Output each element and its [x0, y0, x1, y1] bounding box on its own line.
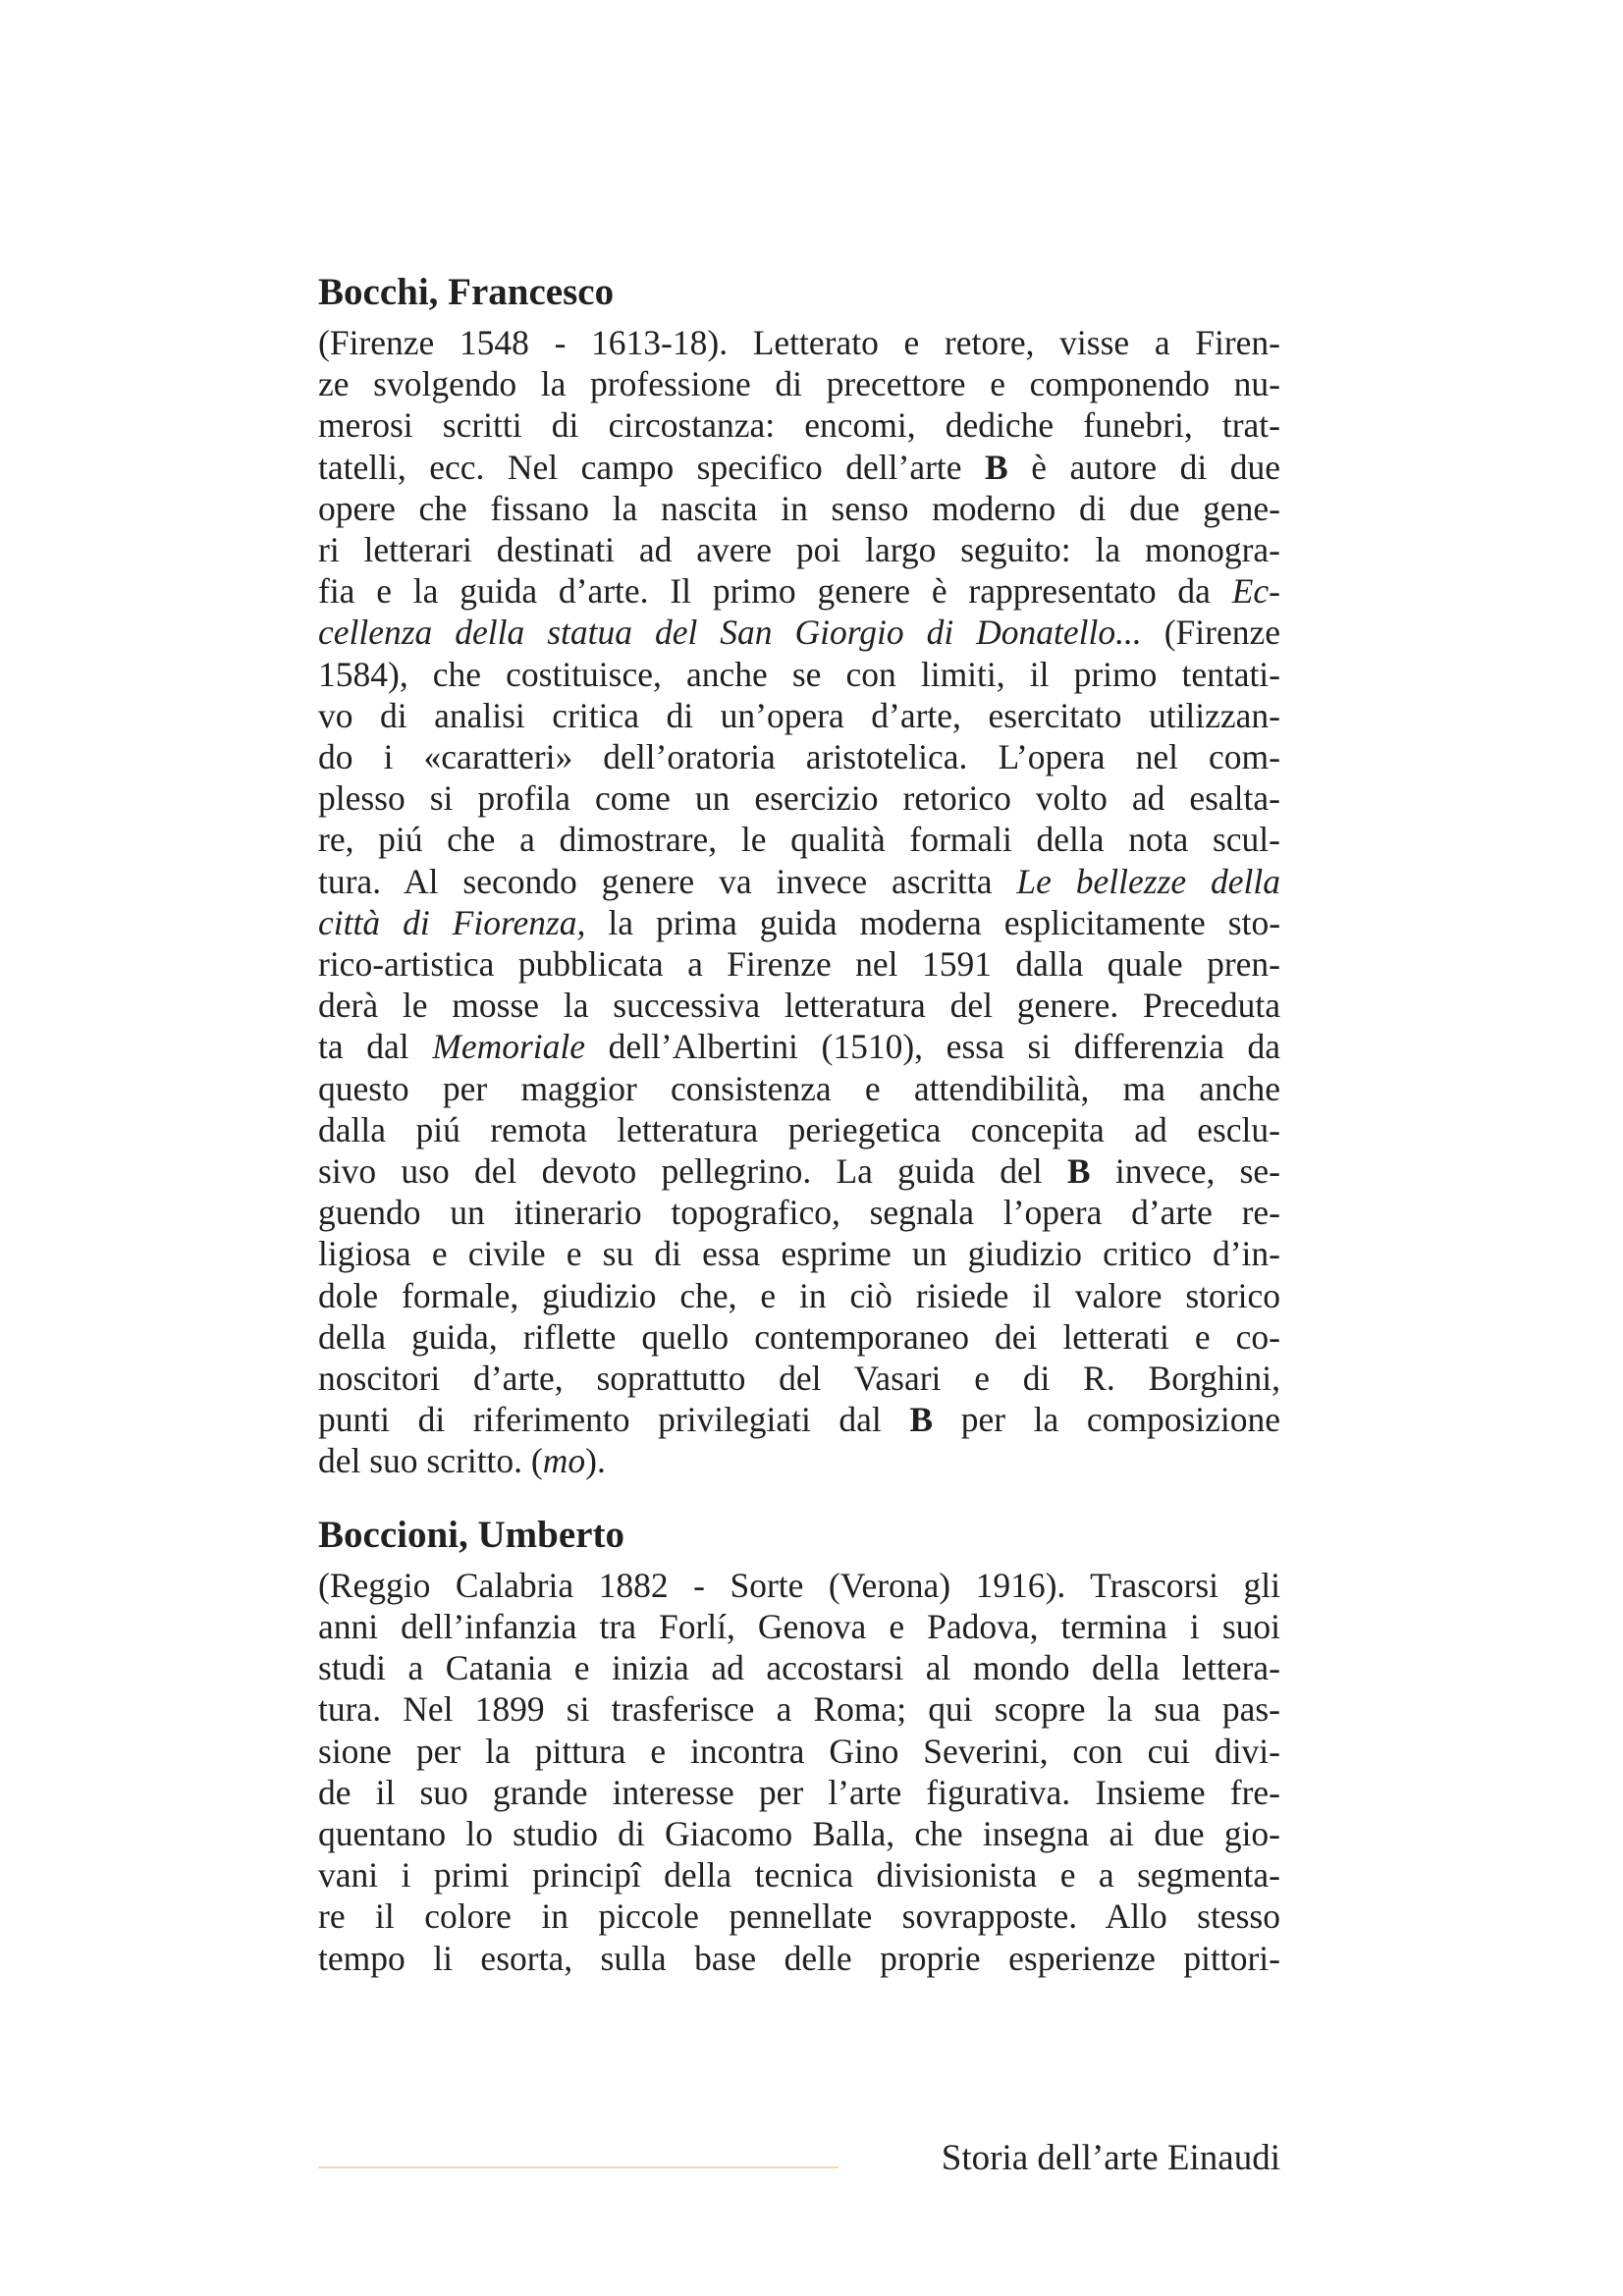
text-run: dell’Albertini (1510), essa si differenzia da	[608, 1027, 1280, 1067]
text-run: punti di riferimento privilegiati dal	[318, 1400, 882, 1440]
entry-bocchi	[318, 263, 1280, 1482]
text-run: ta dal	[318, 1027, 409, 1067]
text-line: noscitori d’arte, soprattutto del Vasari e di R. Borghini,	[318, 1359, 1280, 1399]
text-line	[318, 612, 1280, 653]
text-line: dole formale, giudizio che, e in ciò risiede il valore storico	[318, 1275, 1280, 1315]
text-line: dalla piú remota letteratura periegetica concepita ad esclu-	[318, 1109, 1280, 1149]
text-line	[318, 861, 1280, 902]
text-line: (Reggio Calabria 1882 - Sorte (Verona) 1916). Trascorsi gli	[318, 1565, 1280, 1605]
bold-initial: B	[985, 447, 1008, 487]
text-run: la prima guida moderna esplicitamente sto-	[608, 902, 1281, 942]
text-line: derà le mosse la successiva letteratura del genere. Preceduta	[318, 986, 1280, 1026]
text-run: del suo scritto. (	[318, 1441, 543, 1481]
page-body	[318, 263, 1280, 1979]
text-line	[318, 1399, 1280, 1440]
text-run: tatelli, ecc. Nel campo specifico dell’arte	[318, 447, 962, 487]
text-line: tura. Nel 1899 si trasferisce a Roma; qui scopre la sua pas-	[318, 1689, 1280, 1730]
text-line: (Firenze 1548 - 1613-18). Letterato e retore, visse a Firen-	[318, 323, 1280, 362]
footer-rule	[318, 2166, 839, 2168]
page-footer	[318, 2135, 1280, 2182]
text-line: vani i primi principî della tecnica divisionista e a segmenta-	[318, 1855, 1280, 1896]
text-line	[318, 1026, 1280, 1067]
text-line: quentano lo studio di Giacomo Balla, che insegna ai due gio-	[318, 1813, 1280, 1853]
italic-title: Le bellezze della	[1016, 861, 1281, 901]
text-line: opere che fissano la nascita in senso moderno di due gene-	[318, 488, 1280, 528]
footer-title: Storia dell’arte Einaudi	[941, 2138, 1280, 2178]
text-line: 1584), che costituisce, anche se con limiti, il primo tentati-	[318, 654, 1280, 694]
text-line: ligiosa e civile e su di essa esprime un giudizio critico d’in-	[318, 1234, 1280, 1274]
text-line: guendo un itinerario topografico, segnala l’opera d’arte re-	[318, 1193, 1280, 1233]
text-line	[318, 1440, 1280, 1481]
bold-initial: B	[1066, 1151, 1091, 1192]
text-line: re, piú che a dimostrare, le qualità formali della nota scul-	[318, 820, 1280, 860]
entry-heading: Bocchi, Francesco	[318, 271, 615, 313]
text-line: della guida, riflette quello contemporaneo dei letterati e co-	[318, 1316, 1280, 1357]
text-line: tempo li esorta, sulla base delle proprie esperienze pittori-	[318, 1938, 1280, 1978]
text-line: merosi scritti di circostanza: encomi, dediche funebri, trat-	[318, 405, 1280, 446]
bold-initial: B	[909, 1400, 934, 1440]
text-line	[318, 902, 1280, 943]
text-line: sione per la pittura e incontra Gino Severini, con cui divi-	[318, 1731, 1280, 1771]
text-line: do i «caratteri» dell’oratoria aristotelica. L’opera nel com-	[318, 737, 1280, 777]
text-line	[318, 447, 1280, 488]
text-line	[318, 570, 1280, 612]
entry-boccioni	[318, 1506, 1280, 1979]
text-run: sivo uso del devoto pellegrino. La guida del	[318, 1151, 1043, 1192]
text-line: de il suo grande interesse per l’arte figurativa. Insieme fre-	[318, 1772, 1280, 1812]
italic-title: cellenza della statua del San Giorgio di Donatello...	[318, 613, 1142, 653]
entry-text	[318, 322, 1280, 1482]
text-line: re il colore in piccole pennellate sovrapposte. Allo stesso	[318, 1896, 1280, 1937]
text-run: invece, se-	[1114, 1151, 1281, 1192]
text-run: tura. Al secondo genere va invece ascritta	[318, 861, 993, 901]
italic-title: Ec-	[1231, 571, 1280, 612]
text-line: plesso si profila come un esercizio retorico volto ad esalta-	[318, 778, 1280, 819]
text-run: fia e la guida d’arte. Il primo genere è rappresentato da	[318, 571, 1211, 612]
text-line: ze svolgendo la professione di precettore e componendo nu-	[318, 364, 1280, 404]
text-line: questo per maggior consistenza e attendibilità, ma anche	[318, 1068, 1280, 1108]
italic-title: Memoriale	[432, 1027, 586, 1067]
text-line: anni dell’infanzia tra Forlí, Genova e Padova, termina i suoi	[318, 1606, 1280, 1646]
text-run: ).	[585, 1441, 606, 1481]
author-initials: mo	[542, 1441, 586, 1481]
italic-title: città di Fiorenza,	[318, 902, 586, 942]
text-run: è autore di due	[1031, 447, 1281, 487]
text-line	[318, 1150, 1280, 1192]
entry-heading: Boccioni, Umberto	[318, 1513, 624, 1556]
text-line: studi a Catania e inizia ad accostarsi al mondo della lettera-	[318, 1648, 1280, 1688]
text-line: vo di analisi critica di un’opera d’arte, esercitato utilizzan-	[318, 695, 1280, 735]
entry-text	[318, 1565, 1280, 1979]
text-line: rico-artistica pubblicata a Firenze nel 1591 dalla quale pren-	[318, 944, 1280, 985]
text-run: per la composizione	[960, 1400, 1281, 1440]
text-line: ri letterari destinati ad avere poi largo seguito: la monogra-	[318, 530, 1280, 570]
text-run: (Firenze	[1163, 613, 1280, 653]
